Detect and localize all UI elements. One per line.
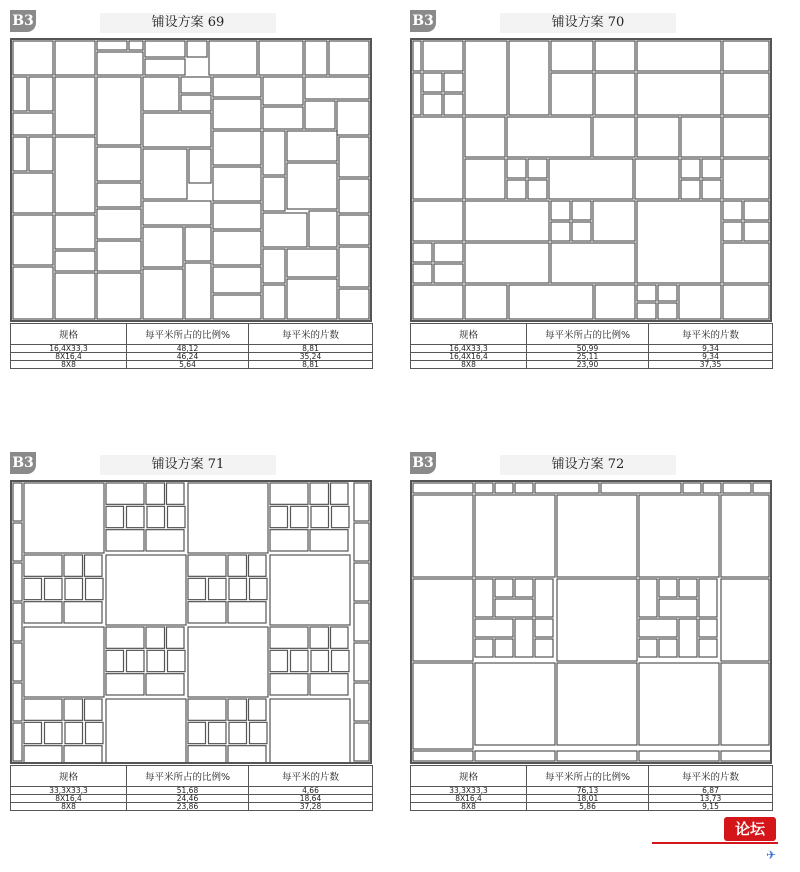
tile [354, 723, 369, 761]
tile [679, 619, 697, 657]
tile [167, 627, 185, 648]
spec-cell: 33,3X33,3 [411, 787, 527, 795]
tile [85, 555, 103, 576]
tile [699, 579, 717, 617]
spec-cell: 16,4X33,3 [11, 345, 127, 353]
pieces-cell: 9,34 [649, 353, 773, 361]
spec-cell: 8X16,4 [411, 795, 527, 803]
tile [311, 506, 329, 527]
tile [535, 483, 599, 493]
tile [65, 578, 83, 599]
ratio-cell: 25,11 [527, 353, 649, 361]
tile [229, 722, 247, 743]
tile [24, 699, 62, 720]
ratio-cell: 18,01 [527, 795, 649, 803]
tile [270, 674, 308, 695]
tile [535, 619, 553, 637]
plan-71-panel [10, 452, 372, 822]
pieces-cell: 18,64 [249, 795, 373, 803]
tile [683, 483, 701, 493]
tile [64, 699, 83, 720]
tile [13, 483, 22, 521]
tile [24, 746, 62, 762]
ratio-cell: 48,12 [127, 345, 249, 353]
table-row [11, 803, 373, 811]
tile [209, 578, 227, 599]
pieces-cell: 37,28 [249, 803, 373, 811]
tile [13, 603, 22, 641]
tile [354, 563, 369, 601]
tile [106, 650, 124, 671]
header-pieces: 每平米的片数 [649, 766, 773, 787]
tile-pattern [410, 38, 772, 322]
tile [515, 579, 533, 597]
tile [24, 555, 62, 576]
tile [270, 506, 288, 527]
tile [413, 751, 473, 761]
tile [168, 506, 186, 527]
tile [270, 699, 350, 762]
tile [13, 523, 22, 561]
tile [106, 506, 124, 527]
tile [127, 506, 145, 527]
plan-70-panel [410, 10, 772, 380]
tile [475, 751, 555, 761]
tile [557, 495, 637, 577]
ratio-cell: 51,68 [127, 787, 249, 795]
tile [703, 483, 721, 493]
tile [659, 639, 677, 657]
tile [310, 674, 348, 695]
tile [639, 579, 657, 617]
tile [65, 722, 83, 743]
tile [515, 483, 533, 493]
tile [535, 579, 553, 617]
tile [535, 639, 553, 657]
ratio-cell: 24,46 [127, 795, 249, 803]
b3-badge: B3 [410, 10, 436, 32]
b3-badge: B3 [10, 10, 36, 32]
tile [45, 722, 63, 743]
tile [127, 650, 145, 671]
tile [310, 483, 329, 504]
tile [557, 663, 637, 745]
b3-badge: B3 [10, 452, 36, 474]
tile [332, 650, 350, 671]
tile [475, 495, 555, 577]
tile [45, 578, 63, 599]
tile [495, 579, 513, 597]
table-row [411, 361, 773, 369]
tile [331, 483, 349, 504]
tile [228, 699, 247, 720]
plan-72-panel [410, 452, 772, 822]
tile [753, 483, 770, 493]
corner-logo-icon: ✈ [766, 848, 777, 862]
tile [13, 643, 22, 681]
pieces-cell: 8,81 [249, 361, 373, 369]
tile [86, 578, 104, 599]
spec-cell: 8X8 [11, 361, 127, 369]
tile [146, 483, 165, 504]
tile [270, 530, 308, 551]
ratio-cell: 23,90 [527, 361, 649, 369]
forum-watermark-badge: 论坛 [724, 817, 776, 841]
tile [228, 602, 266, 623]
tile [601, 483, 681, 493]
tile [270, 555, 350, 625]
ratio-cell: 5,64 [127, 361, 249, 369]
spec-cell: 8X16,4 [11, 795, 127, 803]
plan-title: 铺设方案 70 [500, 13, 676, 33]
tile [475, 579, 493, 617]
tile [64, 555, 83, 576]
tile [475, 663, 555, 745]
tile [106, 555, 186, 625]
tile [354, 683, 369, 721]
tile [85, 699, 103, 720]
tile [209, 722, 227, 743]
header-ratio: 每平米所占的比例% [127, 766, 249, 787]
tile [413, 483, 473, 493]
ratio-cell: 46,24 [127, 353, 249, 361]
table-row [11, 361, 373, 369]
tile-layout-diagram [412, 482, 770, 762]
tile [147, 650, 165, 671]
tile [250, 722, 268, 743]
tile [270, 650, 288, 671]
tile [13, 683, 22, 721]
tile [146, 674, 184, 695]
header-spec: 规格 [411, 324, 527, 345]
tile-layout-diagram [412, 40, 770, 320]
tile [291, 650, 309, 671]
tile [413, 579, 473, 661]
tile [475, 639, 493, 657]
tile [188, 699, 226, 720]
tile [639, 663, 719, 745]
tile [495, 639, 513, 657]
tile [188, 722, 206, 743]
tile [659, 599, 697, 617]
header-spec: 规格 [11, 324, 127, 345]
ratio-cell: 76,13 [527, 787, 649, 795]
tile [188, 578, 206, 599]
spec-cell: 8X8 [11, 803, 127, 811]
pieces-cell: 9,34 [649, 345, 773, 353]
tile [354, 523, 369, 561]
tile [24, 627, 104, 697]
tile [495, 483, 513, 493]
header-ratio: 每平米所占的比例% [527, 766, 649, 787]
tile [639, 751, 719, 761]
tile [310, 627, 329, 648]
tile [24, 483, 104, 553]
tile-pattern [410, 480, 772, 764]
tile [699, 619, 717, 637]
pieces-cell: 4,66 [249, 787, 373, 795]
spec-cell: 8X8 [411, 803, 527, 811]
spec-cell: 16,4X33,3 [411, 345, 527, 353]
tile [64, 746, 102, 762]
tile [721, 751, 770, 761]
header-ratio: 每平米所占的比例% [527, 324, 649, 345]
tile [168, 650, 186, 671]
tile [106, 483, 144, 504]
pieces-cell: 35,24 [249, 353, 373, 361]
tile [24, 602, 62, 623]
tile [270, 627, 308, 648]
spec-table [410, 323, 773, 369]
tile [310, 530, 348, 551]
tile [679, 579, 697, 597]
tile [639, 495, 719, 577]
tile [188, 627, 268, 697]
ratio-cell: 5,86 [527, 803, 649, 811]
tile-layout-diagram [12, 482, 370, 762]
tile [557, 579, 637, 661]
ratio-cell: 23,86 [127, 803, 249, 811]
tile [188, 555, 226, 576]
tile [106, 530, 144, 551]
tile [86, 722, 104, 743]
b3-badge: B3 [410, 452, 436, 474]
tile [106, 627, 144, 648]
spec-cell: 33,3X33,3 [11, 787, 127, 795]
spec-table [410, 765, 773, 811]
pieces-cell: 13,73 [649, 795, 773, 803]
tile [228, 555, 247, 576]
tile [721, 663, 769, 745]
spec-table [10, 323, 373, 369]
plan-title: 铺设方案 69 [100, 13, 276, 33]
spec-cell: 8X8 [411, 361, 527, 369]
tile [146, 627, 165, 648]
tile [249, 699, 267, 720]
plan-title: 铺设方案 71 [100, 455, 276, 475]
tile [515, 619, 533, 657]
tile [167, 483, 185, 504]
tile [13, 723, 22, 761]
tile [659, 579, 677, 597]
tile [250, 578, 268, 599]
tile [332, 506, 350, 527]
tile-layout-diagram [12, 40, 370, 320]
tile [723, 483, 751, 493]
tile [557, 751, 637, 761]
table-row [411, 803, 773, 811]
tile [229, 578, 247, 599]
tile [64, 602, 102, 623]
tile [354, 603, 369, 641]
watermark-divider [652, 842, 778, 844]
spec-table [10, 765, 373, 811]
tile [106, 674, 144, 695]
header-ratio: 每平米所占的比例% [127, 324, 249, 345]
tile [721, 579, 769, 661]
spec-cell: 8X16,4 [11, 353, 127, 361]
tile [475, 619, 513, 637]
tile [721, 495, 769, 577]
tile [24, 722, 42, 743]
tile [413, 495, 473, 577]
tile [188, 483, 268, 553]
plan-69-panel [10, 10, 372, 380]
tile-pattern [10, 38, 372, 322]
pieces-cell: 6,87 [649, 787, 773, 795]
tile [413, 663, 473, 749]
tile [270, 483, 308, 504]
tile [699, 639, 717, 657]
plan-title: 铺设方案 72 [500, 455, 676, 475]
tile [495, 599, 533, 617]
spec-cell: 16,4X16,4 [411, 353, 527, 361]
tile [146, 530, 184, 551]
tile [291, 506, 309, 527]
header-pieces: 每平米的片数 [249, 766, 373, 787]
tile [249, 555, 267, 576]
header-pieces: 每平米的片数 [649, 324, 773, 345]
tile [188, 602, 226, 623]
header-pieces: 每平米的片数 [249, 324, 373, 345]
tile [228, 746, 266, 762]
tile [639, 619, 677, 637]
ratio-cell: 50,99 [527, 345, 649, 353]
tile [13, 563, 22, 601]
tile [106, 699, 186, 762]
pieces-cell: 37,35 [649, 361, 773, 369]
tile [24, 578, 42, 599]
tile [311, 650, 329, 671]
header-spec: 规格 [11, 766, 127, 787]
tile [147, 506, 165, 527]
tile [354, 643, 369, 681]
tile [188, 746, 226, 762]
pieces-cell: 9,15 [649, 803, 773, 811]
tile [331, 627, 349, 648]
pieces-cell: 8,81 [249, 345, 373, 353]
header-spec: 规格 [411, 766, 527, 787]
tile [354, 483, 369, 521]
tile [475, 483, 493, 493]
tile-pattern [10, 480, 372, 764]
tile [639, 639, 657, 657]
